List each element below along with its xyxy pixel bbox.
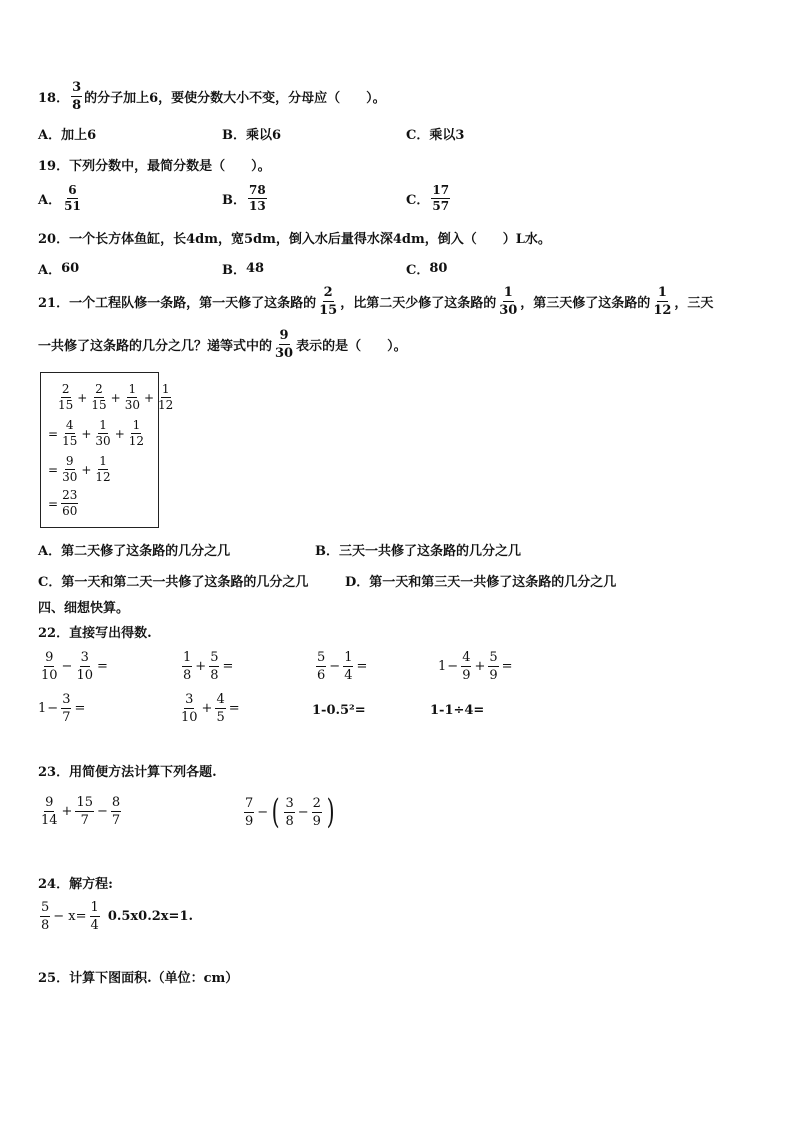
q18-number: 18． (38, 91, 70, 106)
q21-stem-line2: 一共修了这条路的几分之几？递等式中的 $\frac{9}{30}$ 表示的是（ ）。 (38, 328, 407, 361)
q18-option-b[interactable]: B． 乘以6 (222, 128, 282, 143)
q23-stem: 23．用简便方法计算下列各题. (38, 765, 217, 780)
q18-option-c[interactable]: C． 乘以3 (406, 128, 465, 143)
q22-expr-2: $\frac{1}{8}$ + $\frac{5}{8}$ = (183, 650, 234, 683)
q20-option-b[interactable]: B． 48 (222, 261, 265, 278)
box-row-1: $\frac{2}{15}$ + $\frac{2}{15}$ + $\frac{1}{30}$ + $\frac{1}{12}$ (58, 382, 174, 412)
box-row-3: = $\frac{9}{30}$ + $\frac{1}{12}$ (48, 454, 111, 484)
q22-expr-4: 1 − $\frac{4}{9}$ + $\frac{5}{9}$ = (438, 650, 513, 683)
q19-option-c[interactable]: C． $\frac{17}{57}$ (406, 183, 450, 213)
q18-stem (38, 80, 386, 113)
q20-option-a[interactable]: A． 60 (38, 261, 80, 278)
q18-option-a[interactable]: A． 加上6 (38, 128, 97, 143)
q21-option-d[interactable]: D． 第一天和第三天一共修了这条路的几分之几 (345, 575, 617, 590)
q22-expr-1: $\frac{9}{10}$ − $\frac{3}{10}$ = (41, 650, 108, 683)
q22-expr-8: 1-1÷4= (430, 703, 485, 718)
q24-equations: $\frac{5}{8}$ − x= $\frac{1}{4}$ 0.5x0.2x=1. (41, 900, 194, 933)
q21-option-a[interactable]: A． 第二天修了这条路的几分之几 (38, 544, 231, 559)
q23-expr-2: $\frac{7}{9}$ − ( $\frac{3}{8}$ − $\frac{2}{9}$ ) (245, 792, 335, 832)
q19-option-a[interactable]: A． $\frac{6}{51}$ (38, 183, 81, 213)
q22-expr-6: $\frac{3}{10}$ + $\frac{4}{5}$ = (181, 692, 240, 725)
q22-stem: 22．直接写出得数. (38, 626, 152, 641)
q22-expr-3: $\frac{5}{6}$ − $\frac{1}{4}$ = (317, 650, 368, 683)
q18-text: 的分子加上6，要使分数大小不变，分母应（ ）。 (84, 91, 386, 106)
q23-expr-1: $\frac{9}{14}$ + $\frac{15}{7}$ − $\frac{8}{7}$ (41, 795, 121, 828)
q19-stem: 19．下列分数中，最简分数是（ ）。 (38, 159, 271, 174)
q21-option-b[interactable]: B． 三天一共修了这条路的几分之几 (315, 544, 522, 559)
q21-calculation-box (40, 372, 174, 528)
q24-stem: 24．解方程: (38, 877, 113, 892)
q22-expr-5: 1 − $\frac{3}{7}$ = (38, 692, 86, 725)
box-row-4: = $\frac{23}{60}$ (48, 488, 78, 518)
q22-expr-7: 1-0.5²= (312, 703, 366, 718)
section-heading: 四、细想快算。 (38, 601, 130, 616)
q19-option-b[interactable]: B． $\frac{78}{13}$ (222, 183, 266, 213)
q21-stem-line1: 21．一个工程队修一条路，第一天修了这条路的 $\frac{2}{15}$ ，比第二天少修了这条路的 $\frac{1}{30}$ ，第三天修了这条路的 $\frac{1}{12}$ ，三天 (38, 285, 714, 318)
q21-option-c[interactable]: C． 第一天和第二天一共修了这条路的几分之几 (38, 575, 309, 590)
q18-fraction: $\frac{3}{8}$ (72, 80, 82, 113)
q20-option-c[interactable]: C． 80 (406, 261, 448, 278)
q20-stem: 20．一个长方体鱼缸，长4dm，宽5dm，倒入水后量得水深4dm，倒入（ ）L水。 (38, 232, 551, 247)
box-row-2: = $\frac{4}{15}$ + $\frac{1}{30}$ + $\frac{1}{12}$ (48, 418, 145, 448)
q25-stem: 25．计算下图面积.（单位：cm） (38, 971, 239, 986)
